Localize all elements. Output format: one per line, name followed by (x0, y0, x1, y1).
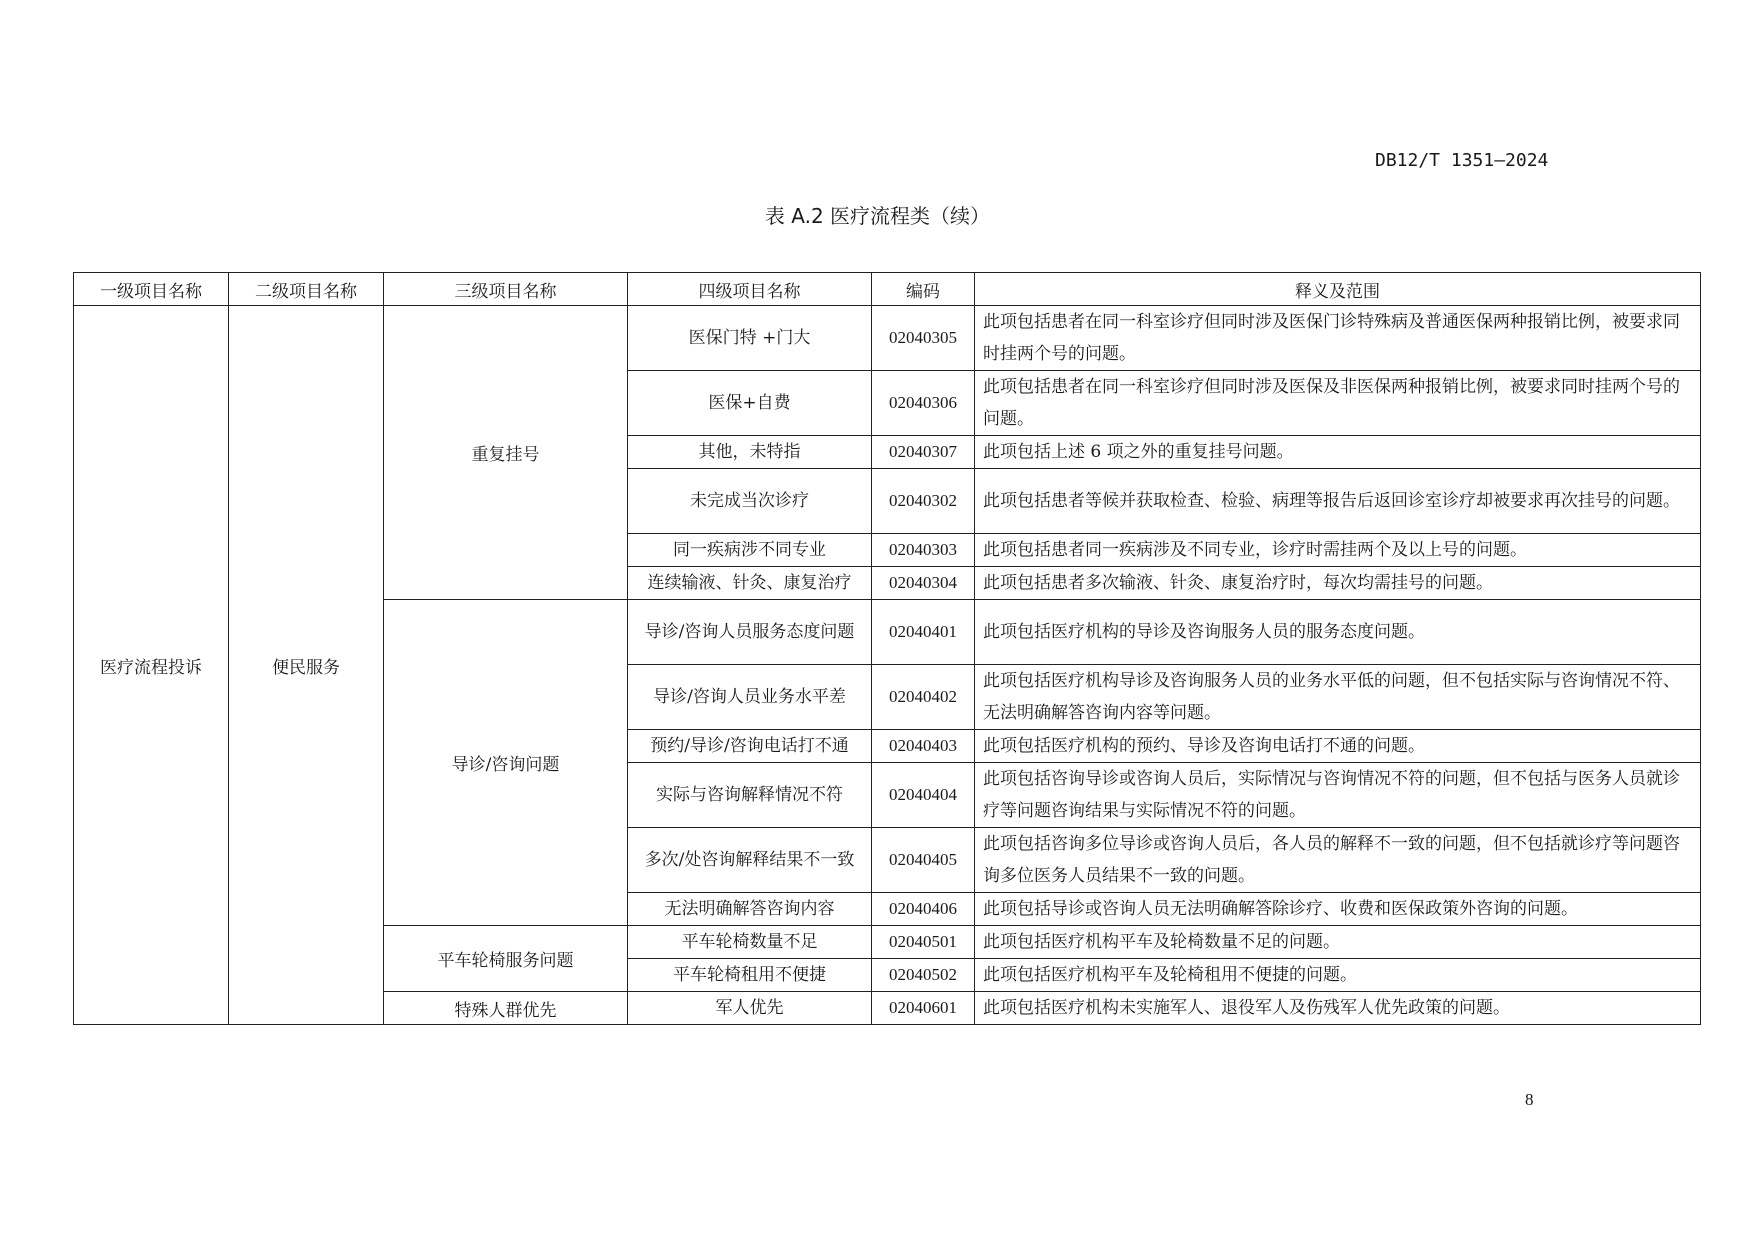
code-cell: 02040405 (872, 828, 975, 893)
code-cell: 02040402 (872, 665, 975, 730)
code-cell: 02040307 (872, 436, 975, 469)
level3-cell: 重复挂号 (384, 306, 628, 600)
column-header-code: 编码 (872, 273, 975, 306)
code-cell: 02040305 (872, 306, 975, 371)
description-cell: 此项包括咨询多位导诊或咨询人员后，各人员的解释不一致的问题，但不包括就诊疗等问题咨询多位医务人员结果不一致的问题。 (975, 828, 1701, 893)
code-cell: 02040303 (872, 534, 975, 567)
page-number: 8 (1525, 1090, 1534, 1109)
description-cell: 此项包括医疗机构的预约、导诊及咨询电话打不通的问题。 (975, 730, 1701, 763)
level4-cell: 连续输液、针灸、康复治疗 (628, 567, 872, 600)
code-cell: 02040403 (872, 730, 975, 763)
level4-cell: 其他，未特指 (628, 436, 872, 469)
level4-cell: 医保+自费 (628, 371, 872, 436)
description-cell: 此项包括患者多次输液、针灸、康复治疗时，每次均需挂号的问题。 (975, 567, 1701, 600)
level4-cell: 医保门特 +门大 (628, 306, 872, 371)
table-header-row (74, 273, 1701, 306)
code-cell: 02040306 (872, 371, 975, 436)
description-cell: 此项包括医疗机构导诊及咨询服务人员的业务水平低的问题，但不包括实际与咨询情况不符、无法明确解答咨询内容等问题。 (975, 665, 1701, 730)
level4-cell: 平车轮椅数量不足 (628, 926, 872, 959)
level4-cell: 军人优先 (628, 992, 872, 1025)
classification-table (73, 272, 1701, 1025)
description-cell: 此项包括医疗机构的导诊及咨询服务人员的服务态度问题。 (975, 600, 1701, 665)
code-cell: 02040304 (872, 567, 975, 600)
level2-cell: 便民服务 (229, 306, 384, 1025)
description-cell: 此项包括导诊或咨询人员无法明确解答除诊疗、收费和医保政策外咨询的问题。 (975, 893, 1701, 926)
level4-cell: 导诊/咨询人员业务水平差 (628, 665, 872, 730)
column-header-level4: 四级项目名称 (628, 273, 872, 306)
table-row (74, 306, 1701, 371)
code-cell: 02040502 (872, 959, 975, 992)
level3-cell: 特殊人群优先 (384, 992, 628, 1025)
column-header-description: 释义及范围 (975, 273, 1701, 306)
level4-cell: 多次/处咨询解释结果不一致 (628, 828, 872, 893)
level4-cell: 未完成当次诊疗 (628, 469, 872, 534)
level4-cell: 无法明确解答咨询内容 (628, 893, 872, 926)
column-header-level1: 一级项目名称 (74, 273, 229, 306)
code-cell: 02040601 (872, 992, 975, 1025)
code-cell: 02040401 (872, 600, 975, 665)
code-cell: 02040404 (872, 763, 975, 828)
code-cell: 02040501 (872, 926, 975, 959)
level4-cell: 导诊/咨询人员服务态度问题 (628, 600, 872, 665)
description-cell: 此项包括患者在同一科室诊疗但同时涉及医保及非医保两种报销比例，被要求同时挂两个号的问题。 (975, 371, 1701, 436)
description-cell: 此项包括咨询导诊或咨询人员后，实际情况与咨询情况不符的问题，但不包括与医务人员就诊疗等问题咨询结果与实际情况不符的问题。 (975, 763, 1701, 828)
code-cell: 02040302 (872, 469, 975, 534)
column-header-level2: 二级项目名称 (229, 273, 384, 306)
description-cell: 此项包括患者同一疾病涉及不同专业，诊疗时需挂两个及以上号的问题。 (975, 534, 1701, 567)
description-cell: 此项包括医疗机构平车及轮椅数量不足的问题。 (975, 926, 1701, 959)
description-cell: 此项包括患者等候并获取检查、检验、病理等报告后返回诊室诊疗却被要求再次挂号的问题。 (975, 469, 1701, 534)
level4-cell: 实际与咨询解释情况不符 (628, 763, 872, 828)
description-cell: 此项包括上述 6 项之外的重复挂号问题。 (975, 436, 1701, 469)
level3-cell: 导诊/咨询问题 (384, 600, 628, 926)
column-header-level3: 三级项目名称 (384, 273, 628, 306)
level3-cell: 平车轮椅服务问题 (384, 926, 628, 992)
document-code: DB12/T 1351—2024 (1375, 150, 1549, 171)
code-cell: 02040406 (872, 893, 975, 926)
table-title: 表 A.2 医疗流程类（续） (764, 204, 991, 228)
description-cell: 此项包括医疗机构未实施军人、退役军人及伤残军人优先政策的问题。 (975, 992, 1701, 1025)
level1-cell: 医疗流程投诉 (74, 306, 229, 1025)
description-cell: 此项包括患者在同一科室诊疗但同时涉及医保门诊特殊病及普通医保两种报销比例，被要求同时挂两个号的问题。 (975, 306, 1701, 371)
description-cell: 此项包括医疗机构平车及轮椅租用不便捷的问题。 (975, 959, 1701, 992)
level4-cell: 平车轮椅租用不便捷 (628, 959, 872, 992)
level4-cell: 预约/导诊/咨询电话打不通 (628, 730, 872, 763)
level4-cell: 同一疾病涉不同专业 (628, 534, 872, 567)
